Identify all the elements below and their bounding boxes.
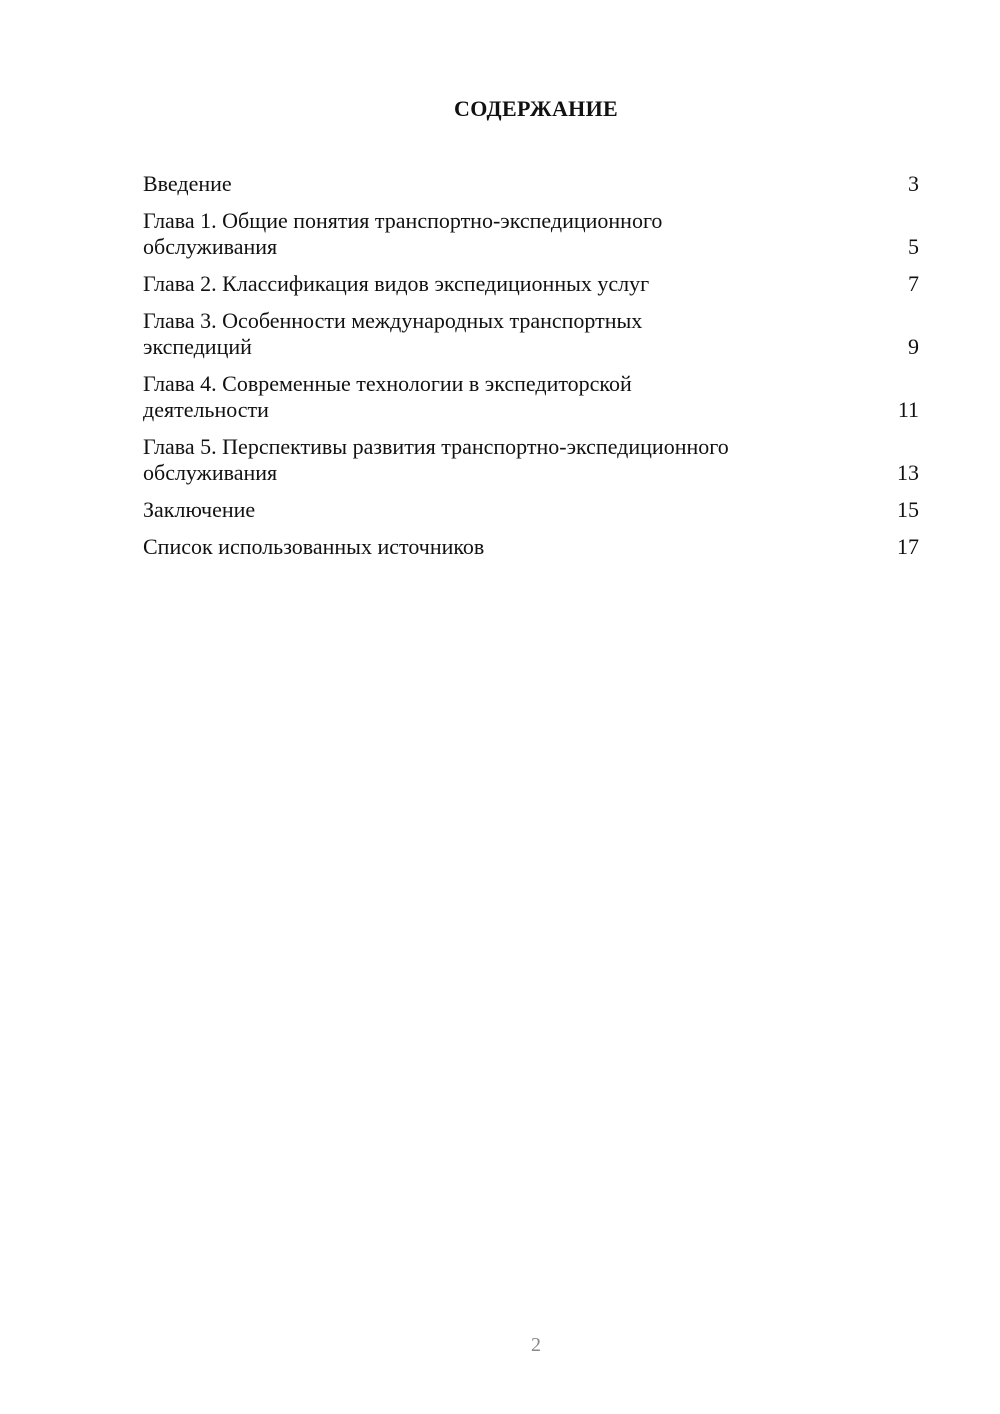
toc-entry-introduction [143, 171, 919, 197]
toc-entry-label: Глава 1. Общие понятия транспортно-экспедиционного обслуживания [143, 208, 663, 259]
toc-entry-references [143, 534, 919, 560]
page-title: СОДЕРЖАНИЕ [454, 96, 618, 121]
toc-entry-label: Глава 4. Современные технологии в экспедиторской деятельности [143, 371, 632, 422]
toc-entry-page-number: 5 [908, 234, 919, 259]
toc-entry-label: Глава 3. Особенности международных транспортных экспедиций [143, 308, 643, 359]
toc-entry-chapter-3 [143, 308, 919, 360]
toc-entry-chapter-1 [143, 208, 919, 260]
toc-entry-page-number: 9 [908, 334, 919, 359]
toc-entry-page-number: 13 [897, 460, 919, 485]
toc-entry-label: Заключение [143, 497, 256, 522]
toc-entry-label: Глава 5. Перспективы развития транспортно-экспедиционного обслуживания [143, 434, 729, 485]
toc-entry-label: Глава 2. Классификация видов экспедиционных услуг [143, 271, 650, 296]
toc-entry-label: Введение [143, 171, 232, 196]
toc-entry-page-number: 11 [897, 397, 919, 422]
toc-entry-chapter-4 [143, 371, 919, 423]
toc-entry-chapter-5 [143, 434, 919, 486]
toc-entry-chapter-2 [143, 271, 919, 297]
footer-page-number: 2 [531, 1334, 541, 1356]
toc-entry-page-number: 3 [908, 171, 919, 196]
table-of-contents [143, 171, 919, 571]
toc-entry-page-number: 7 [908, 271, 919, 296]
toc-entry-conclusion [143, 497, 919, 523]
toc-entry-label: Список использованных источников [143, 534, 485, 559]
toc-entry-page-number: 17 [897, 534, 919, 559]
toc-entry-page-number: 15 [897, 497, 919, 522]
